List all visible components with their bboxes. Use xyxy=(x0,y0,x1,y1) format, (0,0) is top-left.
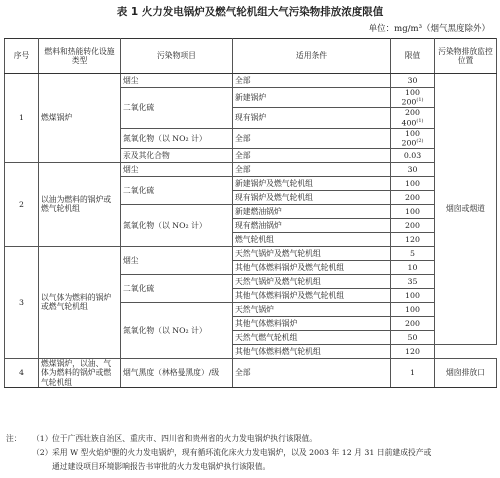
limit-cell xyxy=(391,108,435,128)
footnotes xyxy=(6,432,494,474)
pollutant-cell: 汞及其化合物 xyxy=(121,148,233,162)
limit-value-alt: 200$^{(1)}$ xyxy=(401,97,424,107)
limit-cell: 0.03 xyxy=(391,148,435,162)
footnote-text: 采用 W 型火焰炉膛的火力发电锅炉，现有循环流化床火力发电锅炉，以及 2003 年 12 月 31 日前建成投产或 xyxy=(52,448,432,457)
condition-cell: 其他气体燃料锅炉及燃气轮机组 xyxy=(233,260,391,274)
condition-cell: 其他气体燃料锅炉及燃气轮机组 xyxy=(233,288,391,302)
footnote-label: 注： xyxy=(6,434,22,443)
condition-cell: 天然气锅炉及燃气轮机组 xyxy=(233,246,391,260)
pollutant-cell: 烟尘 xyxy=(121,162,233,176)
condition-cell: 全部 xyxy=(233,74,391,88)
header-pollutant: 污染物项目 xyxy=(121,39,233,74)
limit-value: 200 xyxy=(405,108,420,118)
condition-cell: 现有燃油锅炉 xyxy=(233,218,391,232)
footnote-mark: (2) xyxy=(416,137,424,144)
unit-label: 单位：mg/m³（烟气黑度除外） xyxy=(368,24,490,34)
pollutant-cell: 二氧化硫 xyxy=(121,176,233,204)
header-limit: 限值 xyxy=(391,39,435,74)
seq-cell: 2 xyxy=(5,162,39,246)
pollutant-cell: 烟尘 xyxy=(121,246,233,274)
table-row xyxy=(5,162,497,176)
pollutant-cell: 氮氧化物（以 NO₂ 计） xyxy=(121,128,233,148)
condition-cell: 天然气燃气轮机组 xyxy=(233,330,391,344)
monitor-cell: 烟囱排放口 xyxy=(435,358,497,387)
footnote-text: 通过建设项目环境影响报告书审批的火力发电锅炉执行该限值。 xyxy=(52,462,271,471)
condition-cell: 全部 xyxy=(233,148,391,162)
condition-cell: 天然气锅炉 xyxy=(233,302,391,316)
pollutant-cell: 烟尘 xyxy=(121,74,233,88)
footnote-item xyxy=(6,432,494,446)
limit-cell: 100 xyxy=(391,176,435,190)
condition-cell: 其他气体燃料燃气轮机组 xyxy=(233,344,391,358)
limit-cell: 30 xyxy=(391,74,435,88)
limit-cell: 200 xyxy=(391,218,435,232)
footnote-item xyxy=(6,460,494,474)
condition-cell: 新建锅炉及燃气轮机组 xyxy=(233,176,391,190)
header-condition: 适用条件 xyxy=(233,39,391,74)
condition-cell: 全部 xyxy=(233,358,391,387)
fuel-cell: 以油为燃料的锅炉或燃气轮机组 xyxy=(39,162,121,246)
fuel-cell: 以气体为燃料的锅炉或燃气轮机组 xyxy=(39,246,121,358)
pollutant-cell: 二氧化硫 xyxy=(121,88,233,129)
limit-value-alt: 200$^{(2)}$ xyxy=(401,137,424,148)
header-monitor: 污染物排放监控位置 xyxy=(435,39,497,74)
limit-cell: 10 xyxy=(391,260,435,274)
header-fuel: 燃料和热能转化设施类型 xyxy=(39,39,121,74)
limit-cell xyxy=(391,88,435,108)
table-row xyxy=(5,358,497,387)
pollutant-cell: 二氧化硫 xyxy=(121,274,233,302)
limit-cell xyxy=(391,128,435,148)
footnote-item xyxy=(6,446,494,460)
limit-cell: 100 xyxy=(391,288,435,302)
condition-cell: 新建燃油锅炉 xyxy=(233,204,391,218)
limit-cell: 200 xyxy=(391,190,435,204)
condition-cell: 天然气锅炉及燃气轮机组 xyxy=(233,274,391,288)
limit-cell: 100 xyxy=(391,204,435,218)
header-seq: 序号 xyxy=(5,39,39,74)
condition-cell: 新建锅炉 xyxy=(233,88,391,108)
condition-cell: 燃气轮机组 xyxy=(233,232,391,246)
limit-cell: 120 xyxy=(391,232,435,246)
limit-cell: 35 xyxy=(391,274,435,288)
seq-cell: 4 xyxy=(5,358,39,387)
fuel-cell: 燃煤锅炉 xyxy=(39,74,121,163)
limit-cell: 30 xyxy=(391,162,435,176)
limit-cell: 1 xyxy=(391,358,435,387)
pollutant-cell: 氮氧化物（以 NO₂ 计） xyxy=(121,302,233,358)
limit-cell: 120 xyxy=(391,344,435,358)
seq-cell: 1 xyxy=(5,74,39,163)
limit-cell: 5 xyxy=(391,246,435,260)
limit-cell: 100 xyxy=(391,302,435,316)
footnote-text: 位于广西壮族自治区、重庆市、四川省和贵州省的火力发电锅炉执行该限值。 xyxy=(52,434,318,443)
footnote-mark: (1) xyxy=(416,97,424,104)
table-row xyxy=(5,246,497,260)
condition-cell: 全部 xyxy=(233,162,391,176)
footnote-number: （2） xyxy=(32,448,53,457)
pollutant-cell: 烟气黑度（林格曼黑度）/级 xyxy=(121,358,233,387)
condition-cell: 现有锅炉 xyxy=(233,108,391,128)
limit-cell: 200 xyxy=(391,316,435,330)
table-header-row xyxy=(5,39,497,74)
limit-cell: 50 xyxy=(391,330,435,344)
table-row xyxy=(5,74,497,88)
seq-cell: 3 xyxy=(5,246,39,358)
table-title: 表 1 火力发电锅炉及燃气轮机组大气污染物排放浓度限值 xyxy=(116,6,384,18)
limit-value: 100 xyxy=(405,128,420,138)
limit-value: 100 xyxy=(405,88,420,97)
emission-limits-table xyxy=(4,38,497,388)
limit-value-alt: 400$^{(1)}$ xyxy=(401,117,424,128)
fuel-cell: 燃煤锅炉，以油、气体为燃料的锅炉或燃气轮机组 xyxy=(39,358,121,387)
monitor-cell: 烟囱或烟道 xyxy=(435,74,497,345)
footnote-number xyxy=(32,460,52,474)
condition-cell: 现有锅炉及燃气轮机组 xyxy=(233,190,391,204)
footnote-number: （1） xyxy=(32,434,53,443)
condition-cell: 其他气体燃料锅炉 xyxy=(233,316,391,330)
pollutant-cell: 氮氧化物（以 NO₂ 计） xyxy=(121,204,233,246)
condition-cell: 全部 xyxy=(233,128,391,148)
footnote-mark: (1) xyxy=(416,117,424,124)
